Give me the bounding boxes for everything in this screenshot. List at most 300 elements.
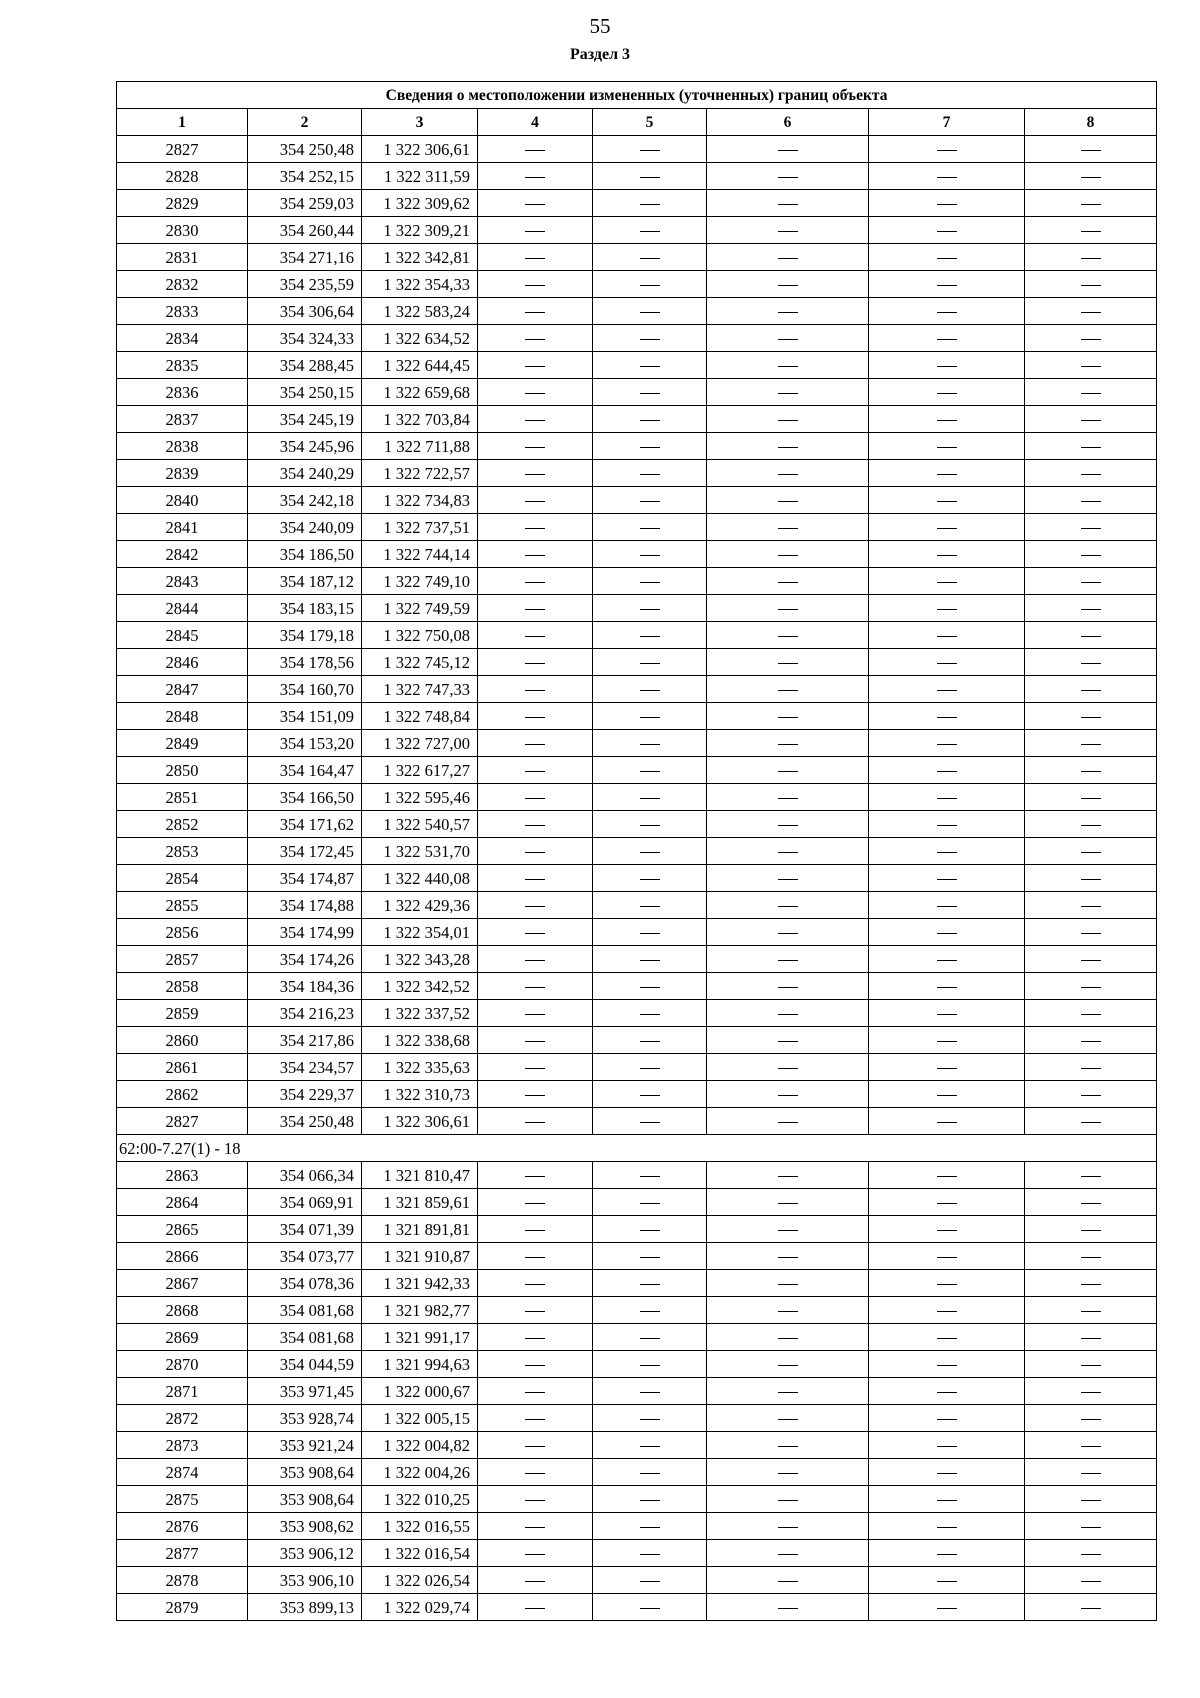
empty-value-cell xyxy=(869,946,1025,973)
dash-mark xyxy=(778,1608,798,1609)
point-number-cell: 2849 xyxy=(117,730,248,757)
empty-value-cell xyxy=(869,1243,1025,1270)
empty-value-cell xyxy=(707,730,869,757)
empty-value-cell xyxy=(869,460,1025,487)
table-row xyxy=(117,1513,1157,1540)
dash-mark xyxy=(937,1365,957,1366)
dash-mark xyxy=(525,1311,545,1312)
point-number-cell: 2843 xyxy=(117,568,248,595)
empty-value-cell xyxy=(1025,1162,1157,1189)
empty-value-cell xyxy=(1025,433,1157,460)
point-number-cell: 2834 xyxy=(117,325,248,352)
dash-mark xyxy=(1081,555,1101,556)
x-coordinate-cell: 354 245,19 xyxy=(248,406,362,433)
empty-value-cell xyxy=(1025,514,1157,541)
empty-value-cell xyxy=(478,1108,593,1135)
empty-value-cell xyxy=(478,1243,593,1270)
point-number-cell: 2866 xyxy=(117,1243,248,1270)
dash-mark xyxy=(525,474,545,475)
empty-value-cell xyxy=(869,1162,1025,1189)
table-row xyxy=(117,1378,1157,1405)
empty-value-cell xyxy=(869,865,1025,892)
table-row xyxy=(117,1432,1157,1459)
point-number-cell: 2875 xyxy=(117,1486,248,1513)
empty-value-cell xyxy=(478,757,593,784)
empty-value-cell xyxy=(1025,838,1157,865)
table-row xyxy=(117,865,1157,892)
dash-mark xyxy=(525,1014,545,1015)
dash-mark xyxy=(640,258,660,259)
dash-mark xyxy=(778,258,798,259)
table-row xyxy=(117,190,1157,217)
dash-mark xyxy=(778,906,798,907)
dash-mark xyxy=(1081,825,1101,826)
x-coordinate-cell: 354 260,44 xyxy=(248,217,362,244)
empty-value-cell xyxy=(869,676,1025,703)
table-row xyxy=(117,433,1157,460)
empty-value-cell xyxy=(869,325,1025,352)
x-coordinate-cell: 354 174,26 xyxy=(248,946,362,973)
dash-mark xyxy=(1081,1014,1101,1015)
empty-value-cell xyxy=(707,892,869,919)
dash-mark xyxy=(640,1041,660,1042)
dash-mark xyxy=(640,339,660,340)
dash-mark xyxy=(778,771,798,772)
dash-mark xyxy=(778,1041,798,1042)
dash-mark xyxy=(1081,1284,1101,1285)
y-coordinate-cell: 1 322 016,54 xyxy=(362,1540,478,1567)
column-number-row xyxy=(117,109,1157,136)
empty-value-cell xyxy=(869,1297,1025,1324)
x-coordinate-cell: 354 250,15 xyxy=(248,379,362,406)
dash-mark xyxy=(640,609,660,610)
empty-value-cell xyxy=(1025,595,1157,622)
x-coordinate-cell: 354 259,03 xyxy=(248,190,362,217)
y-coordinate-cell: 1 322 004,82 xyxy=(362,1432,478,1459)
dash-mark xyxy=(525,744,545,745)
column-header: 1 xyxy=(117,109,248,136)
dash-mark xyxy=(937,663,957,664)
empty-value-cell xyxy=(593,541,707,568)
dash-mark xyxy=(778,798,798,799)
empty-value-cell xyxy=(1025,622,1157,649)
column-header: 7 xyxy=(869,109,1025,136)
dash-mark xyxy=(778,1230,798,1231)
empty-value-cell xyxy=(1025,541,1157,568)
y-coordinate-cell: 1 322 337,52 xyxy=(362,1000,478,1027)
dash-mark xyxy=(640,555,660,556)
empty-value-cell xyxy=(593,298,707,325)
empty-value-cell xyxy=(869,1189,1025,1216)
y-coordinate-cell: 1 322 744,14 xyxy=(362,541,478,568)
empty-value-cell xyxy=(1025,298,1157,325)
empty-value-cell xyxy=(593,1351,707,1378)
dash-mark xyxy=(640,312,660,313)
table-row xyxy=(117,757,1157,784)
dash-mark xyxy=(937,771,957,772)
y-coordinate-cell: 1 322 747,33 xyxy=(362,676,478,703)
dash-mark xyxy=(640,1338,660,1339)
dash-mark xyxy=(778,1068,798,1069)
empty-value-cell xyxy=(707,244,869,271)
empty-value-cell xyxy=(707,1486,869,1513)
point-number-cell: 2860 xyxy=(117,1027,248,1054)
dash-mark xyxy=(778,879,798,880)
column-header: 6 xyxy=(707,109,869,136)
dash-mark xyxy=(778,1203,798,1204)
dash-mark xyxy=(778,1554,798,1555)
x-coordinate-cell: 354 179,18 xyxy=(248,622,362,649)
empty-value-cell xyxy=(869,541,1025,568)
empty-value-cell xyxy=(707,649,869,676)
y-coordinate-cell: 1 322 749,59 xyxy=(362,595,478,622)
boundary-coordinates-table xyxy=(116,81,1157,1621)
table-row xyxy=(117,1486,1157,1513)
empty-value-cell xyxy=(1025,1594,1157,1621)
dash-mark xyxy=(640,150,660,151)
dash-mark xyxy=(1081,1554,1101,1555)
empty-value-cell xyxy=(869,1324,1025,1351)
empty-value-cell xyxy=(478,1540,593,1567)
empty-value-cell xyxy=(1025,190,1157,217)
empty-value-cell xyxy=(478,514,593,541)
dash-mark xyxy=(937,690,957,691)
dash-mark xyxy=(1081,663,1101,664)
y-coordinate-cell: 1 322 750,08 xyxy=(362,622,478,649)
dash-mark xyxy=(640,879,660,880)
dash-mark xyxy=(640,1608,660,1609)
empty-value-cell xyxy=(1025,946,1157,973)
dash-mark xyxy=(1081,528,1101,529)
dash-mark xyxy=(640,744,660,745)
point-number-cell: 2842 xyxy=(117,541,248,568)
y-coordinate-cell: 1 322 306,61 xyxy=(362,136,478,163)
dash-mark xyxy=(640,1095,660,1096)
empty-value-cell xyxy=(869,1000,1025,1027)
x-coordinate-cell: 354 216,23 xyxy=(248,1000,362,1027)
table-row xyxy=(117,406,1157,433)
empty-value-cell xyxy=(869,487,1025,514)
empty-value-cell xyxy=(593,217,707,244)
empty-value-cell xyxy=(478,730,593,757)
dash-mark xyxy=(525,1527,545,1528)
dash-mark xyxy=(640,663,660,664)
empty-value-cell xyxy=(869,1594,1025,1621)
empty-value-cell xyxy=(707,1459,869,1486)
empty-value-cell xyxy=(707,622,869,649)
table-row xyxy=(117,136,1157,163)
dash-mark xyxy=(640,798,660,799)
empty-value-cell xyxy=(707,433,869,460)
empty-value-cell xyxy=(707,1189,869,1216)
dash-mark xyxy=(937,1500,957,1501)
dash-mark xyxy=(778,1338,798,1339)
empty-value-cell xyxy=(707,514,869,541)
empty-value-cell xyxy=(869,1351,1025,1378)
empty-value-cell xyxy=(478,1513,593,1540)
empty-value-cell xyxy=(478,1162,593,1189)
x-coordinate-cell: 354 166,50 xyxy=(248,784,362,811)
dash-mark xyxy=(525,717,545,718)
dash-mark xyxy=(937,987,957,988)
empty-value-cell xyxy=(707,136,869,163)
y-coordinate-cell: 1 322 583,24 xyxy=(362,298,478,325)
dash-mark xyxy=(937,1608,957,1609)
dash-mark xyxy=(525,663,545,664)
empty-value-cell xyxy=(593,325,707,352)
table-row xyxy=(117,298,1157,325)
dash-mark xyxy=(1081,582,1101,583)
table-row xyxy=(117,1567,1157,1594)
empty-value-cell xyxy=(707,973,869,1000)
dash-mark xyxy=(525,582,545,583)
dash-mark xyxy=(937,1581,957,1582)
dash-mark xyxy=(525,1500,545,1501)
table-row xyxy=(117,1216,1157,1243)
dash-mark xyxy=(1081,636,1101,637)
empty-value-cell xyxy=(707,757,869,784)
x-coordinate-cell: 354 069,91 xyxy=(248,1189,362,1216)
empty-value-cell xyxy=(478,865,593,892)
dash-mark xyxy=(937,1257,957,1258)
empty-value-cell xyxy=(593,892,707,919)
dash-mark xyxy=(937,1554,957,1555)
empty-value-cell xyxy=(1025,1540,1157,1567)
empty-value-cell xyxy=(593,352,707,379)
dash-mark xyxy=(778,204,798,205)
y-coordinate-cell: 1 322 737,51 xyxy=(362,514,478,541)
empty-value-cell xyxy=(478,1270,593,1297)
dash-mark xyxy=(937,258,957,259)
empty-value-cell xyxy=(1025,136,1157,163)
x-coordinate-cell: 354 306,64 xyxy=(248,298,362,325)
empty-value-cell xyxy=(707,1378,869,1405)
empty-value-cell xyxy=(869,1081,1025,1108)
dash-mark xyxy=(1081,1176,1101,1177)
empty-value-cell xyxy=(1025,784,1157,811)
empty-value-cell xyxy=(707,1054,869,1081)
table-row xyxy=(117,1351,1157,1378)
empty-value-cell xyxy=(478,460,593,487)
point-number-cell: 2831 xyxy=(117,244,248,271)
x-coordinate-cell: 354 186,50 xyxy=(248,541,362,568)
point-number-cell: 2851 xyxy=(117,784,248,811)
dash-mark xyxy=(778,690,798,691)
empty-value-cell xyxy=(1025,379,1157,406)
empty-value-cell xyxy=(869,595,1025,622)
dash-mark xyxy=(1081,933,1101,934)
dash-mark xyxy=(525,1041,545,1042)
empty-value-cell xyxy=(869,1486,1025,1513)
empty-value-cell xyxy=(707,1108,869,1135)
dash-mark xyxy=(937,1392,957,1393)
y-coordinate-cell: 1 322 722,57 xyxy=(362,460,478,487)
point-number-cell: 2872 xyxy=(117,1405,248,1432)
empty-value-cell xyxy=(593,1324,707,1351)
empty-value-cell xyxy=(869,892,1025,919)
empty-value-cell xyxy=(707,541,869,568)
empty-value-cell xyxy=(1025,163,1157,190)
point-number-cell: 2833 xyxy=(117,298,248,325)
dash-mark xyxy=(778,555,798,556)
dash-mark xyxy=(778,852,798,853)
table-row xyxy=(117,1081,1157,1108)
dash-mark xyxy=(640,1203,660,1204)
y-coordinate-cell: 1 321 982,77 xyxy=(362,1297,478,1324)
x-coordinate-cell: 354 271,16 xyxy=(248,244,362,271)
dash-mark xyxy=(1081,1230,1101,1231)
point-number-cell: 2867 xyxy=(117,1270,248,1297)
empty-value-cell xyxy=(1025,919,1157,946)
dash-mark xyxy=(937,366,957,367)
empty-value-cell xyxy=(593,1432,707,1459)
empty-value-cell xyxy=(593,919,707,946)
empty-value-cell xyxy=(593,1054,707,1081)
y-coordinate-cell: 1 322 749,10 xyxy=(362,568,478,595)
dash-mark xyxy=(778,1473,798,1474)
point-number-cell: 2853 xyxy=(117,838,248,865)
dash-mark xyxy=(937,744,957,745)
table-body xyxy=(117,136,1157,1621)
dash-mark xyxy=(640,1365,660,1366)
dash-mark xyxy=(1081,717,1101,718)
dash-mark xyxy=(525,150,545,151)
dash-mark xyxy=(525,1554,545,1555)
x-coordinate-cell: 353 928,74 xyxy=(248,1405,362,1432)
x-coordinate-cell: 353 906,10 xyxy=(248,1567,362,1594)
empty-value-cell xyxy=(593,1189,707,1216)
x-coordinate-cell: 354 229,37 xyxy=(248,1081,362,1108)
dash-mark xyxy=(525,1068,545,1069)
y-coordinate-cell: 1 322 342,52 xyxy=(362,973,478,1000)
x-coordinate-cell: 353 899,13 xyxy=(248,1594,362,1621)
table-row xyxy=(117,1189,1157,1216)
x-coordinate-cell: 354 172,45 xyxy=(248,838,362,865)
empty-value-cell xyxy=(707,946,869,973)
x-coordinate-cell: 354 066,34 xyxy=(248,1162,362,1189)
dash-mark xyxy=(778,1095,798,1096)
y-coordinate-cell: 1 321 910,87 xyxy=(362,1243,478,1270)
dash-mark xyxy=(525,177,545,178)
y-coordinate-cell: 1 321 991,17 xyxy=(362,1324,478,1351)
dash-mark xyxy=(525,1365,545,1366)
dash-mark xyxy=(640,636,660,637)
dash-mark xyxy=(640,1500,660,1501)
x-coordinate-cell: 354 153,20 xyxy=(248,730,362,757)
empty-value-cell xyxy=(593,136,707,163)
empty-value-cell xyxy=(1025,1189,1157,1216)
empty-value-cell xyxy=(593,1243,707,1270)
empty-value-cell xyxy=(707,865,869,892)
empty-value-cell xyxy=(478,217,593,244)
dash-mark xyxy=(1081,1338,1101,1339)
y-coordinate-cell: 1 322 005,15 xyxy=(362,1405,478,1432)
table-row xyxy=(117,325,1157,352)
empty-value-cell xyxy=(869,406,1025,433)
dash-mark xyxy=(525,609,545,610)
dash-mark xyxy=(1081,690,1101,691)
y-coordinate-cell: 1 322 338,68 xyxy=(362,1027,478,1054)
table-row xyxy=(117,838,1157,865)
dash-mark xyxy=(937,798,957,799)
point-number-cell: 2877 xyxy=(117,1540,248,1567)
dash-mark xyxy=(525,1581,545,1582)
empty-value-cell xyxy=(1025,1216,1157,1243)
dash-mark xyxy=(640,825,660,826)
dash-mark xyxy=(525,528,545,529)
point-number-cell: 2864 xyxy=(117,1189,248,1216)
dash-mark xyxy=(640,393,660,394)
empty-value-cell xyxy=(869,784,1025,811)
empty-value-cell xyxy=(1025,1243,1157,1270)
dash-mark xyxy=(1081,204,1101,205)
dash-mark xyxy=(525,393,545,394)
empty-value-cell xyxy=(593,622,707,649)
empty-value-cell xyxy=(869,1027,1025,1054)
dash-mark xyxy=(937,1014,957,1015)
x-coordinate-cell: 354 250,48 xyxy=(248,136,362,163)
empty-value-cell xyxy=(1025,1324,1157,1351)
empty-value-cell xyxy=(869,136,1025,163)
dash-mark xyxy=(640,582,660,583)
column-header: 4 xyxy=(478,109,593,136)
point-number-cell: 2836 xyxy=(117,379,248,406)
empty-value-cell xyxy=(593,406,707,433)
dash-mark xyxy=(1081,177,1101,178)
table-row xyxy=(117,622,1157,649)
empty-value-cell xyxy=(478,244,593,271)
y-coordinate-cell: 1 322 335,63 xyxy=(362,1054,478,1081)
dash-mark xyxy=(778,177,798,178)
dash-mark xyxy=(937,609,957,610)
empty-value-cell xyxy=(478,352,593,379)
empty-value-cell xyxy=(478,649,593,676)
dash-mark xyxy=(525,879,545,880)
dash-mark xyxy=(937,717,957,718)
dash-mark xyxy=(937,1527,957,1528)
empty-value-cell xyxy=(478,595,593,622)
empty-value-cell xyxy=(1025,1108,1157,1135)
dash-mark xyxy=(937,1176,957,1177)
dash-mark xyxy=(778,1284,798,1285)
dash-mark xyxy=(525,366,545,367)
dash-mark xyxy=(1081,1446,1101,1447)
table-row xyxy=(117,973,1157,1000)
empty-value-cell xyxy=(593,1162,707,1189)
x-coordinate-cell: 354 044,59 xyxy=(248,1351,362,1378)
empty-value-cell xyxy=(1025,892,1157,919)
table-row xyxy=(117,676,1157,703)
empty-value-cell xyxy=(478,919,593,946)
dash-mark xyxy=(525,771,545,772)
empty-value-cell xyxy=(869,1459,1025,1486)
dash-mark xyxy=(778,339,798,340)
empty-value-cell xyxy=(593,811,707,838)
empty-value-cell xyxy=(869,190,1025,217)
y-coordinate-cell: 1 322 343,28 xyxy=(362,946,478,973)
empty-value-cell xyxy=(1025,406,1157,433)
dash-mark xyxy=(778,1014,798,1015)
dash-mark xyxy=(525,1473,545,1474)
empty-value-cell xyxy=(478,1216,593,1243)
x-coordinate-cell: 354 174,99 xyxy=(248,919,362,946)
dash-mark xyxy=(640,1527,660,1528)
empty-value-cell xyxy=(869,811,1025,838)
dash-mark xyxy=(937,312,957,313)
point-number-cell: 2835 xyxy=(117,352,248,379)
empty-value-cell xyxy=(593,1378,707,1405)
point-number-cell: 2829 xyxy=(117,190,248,217)
